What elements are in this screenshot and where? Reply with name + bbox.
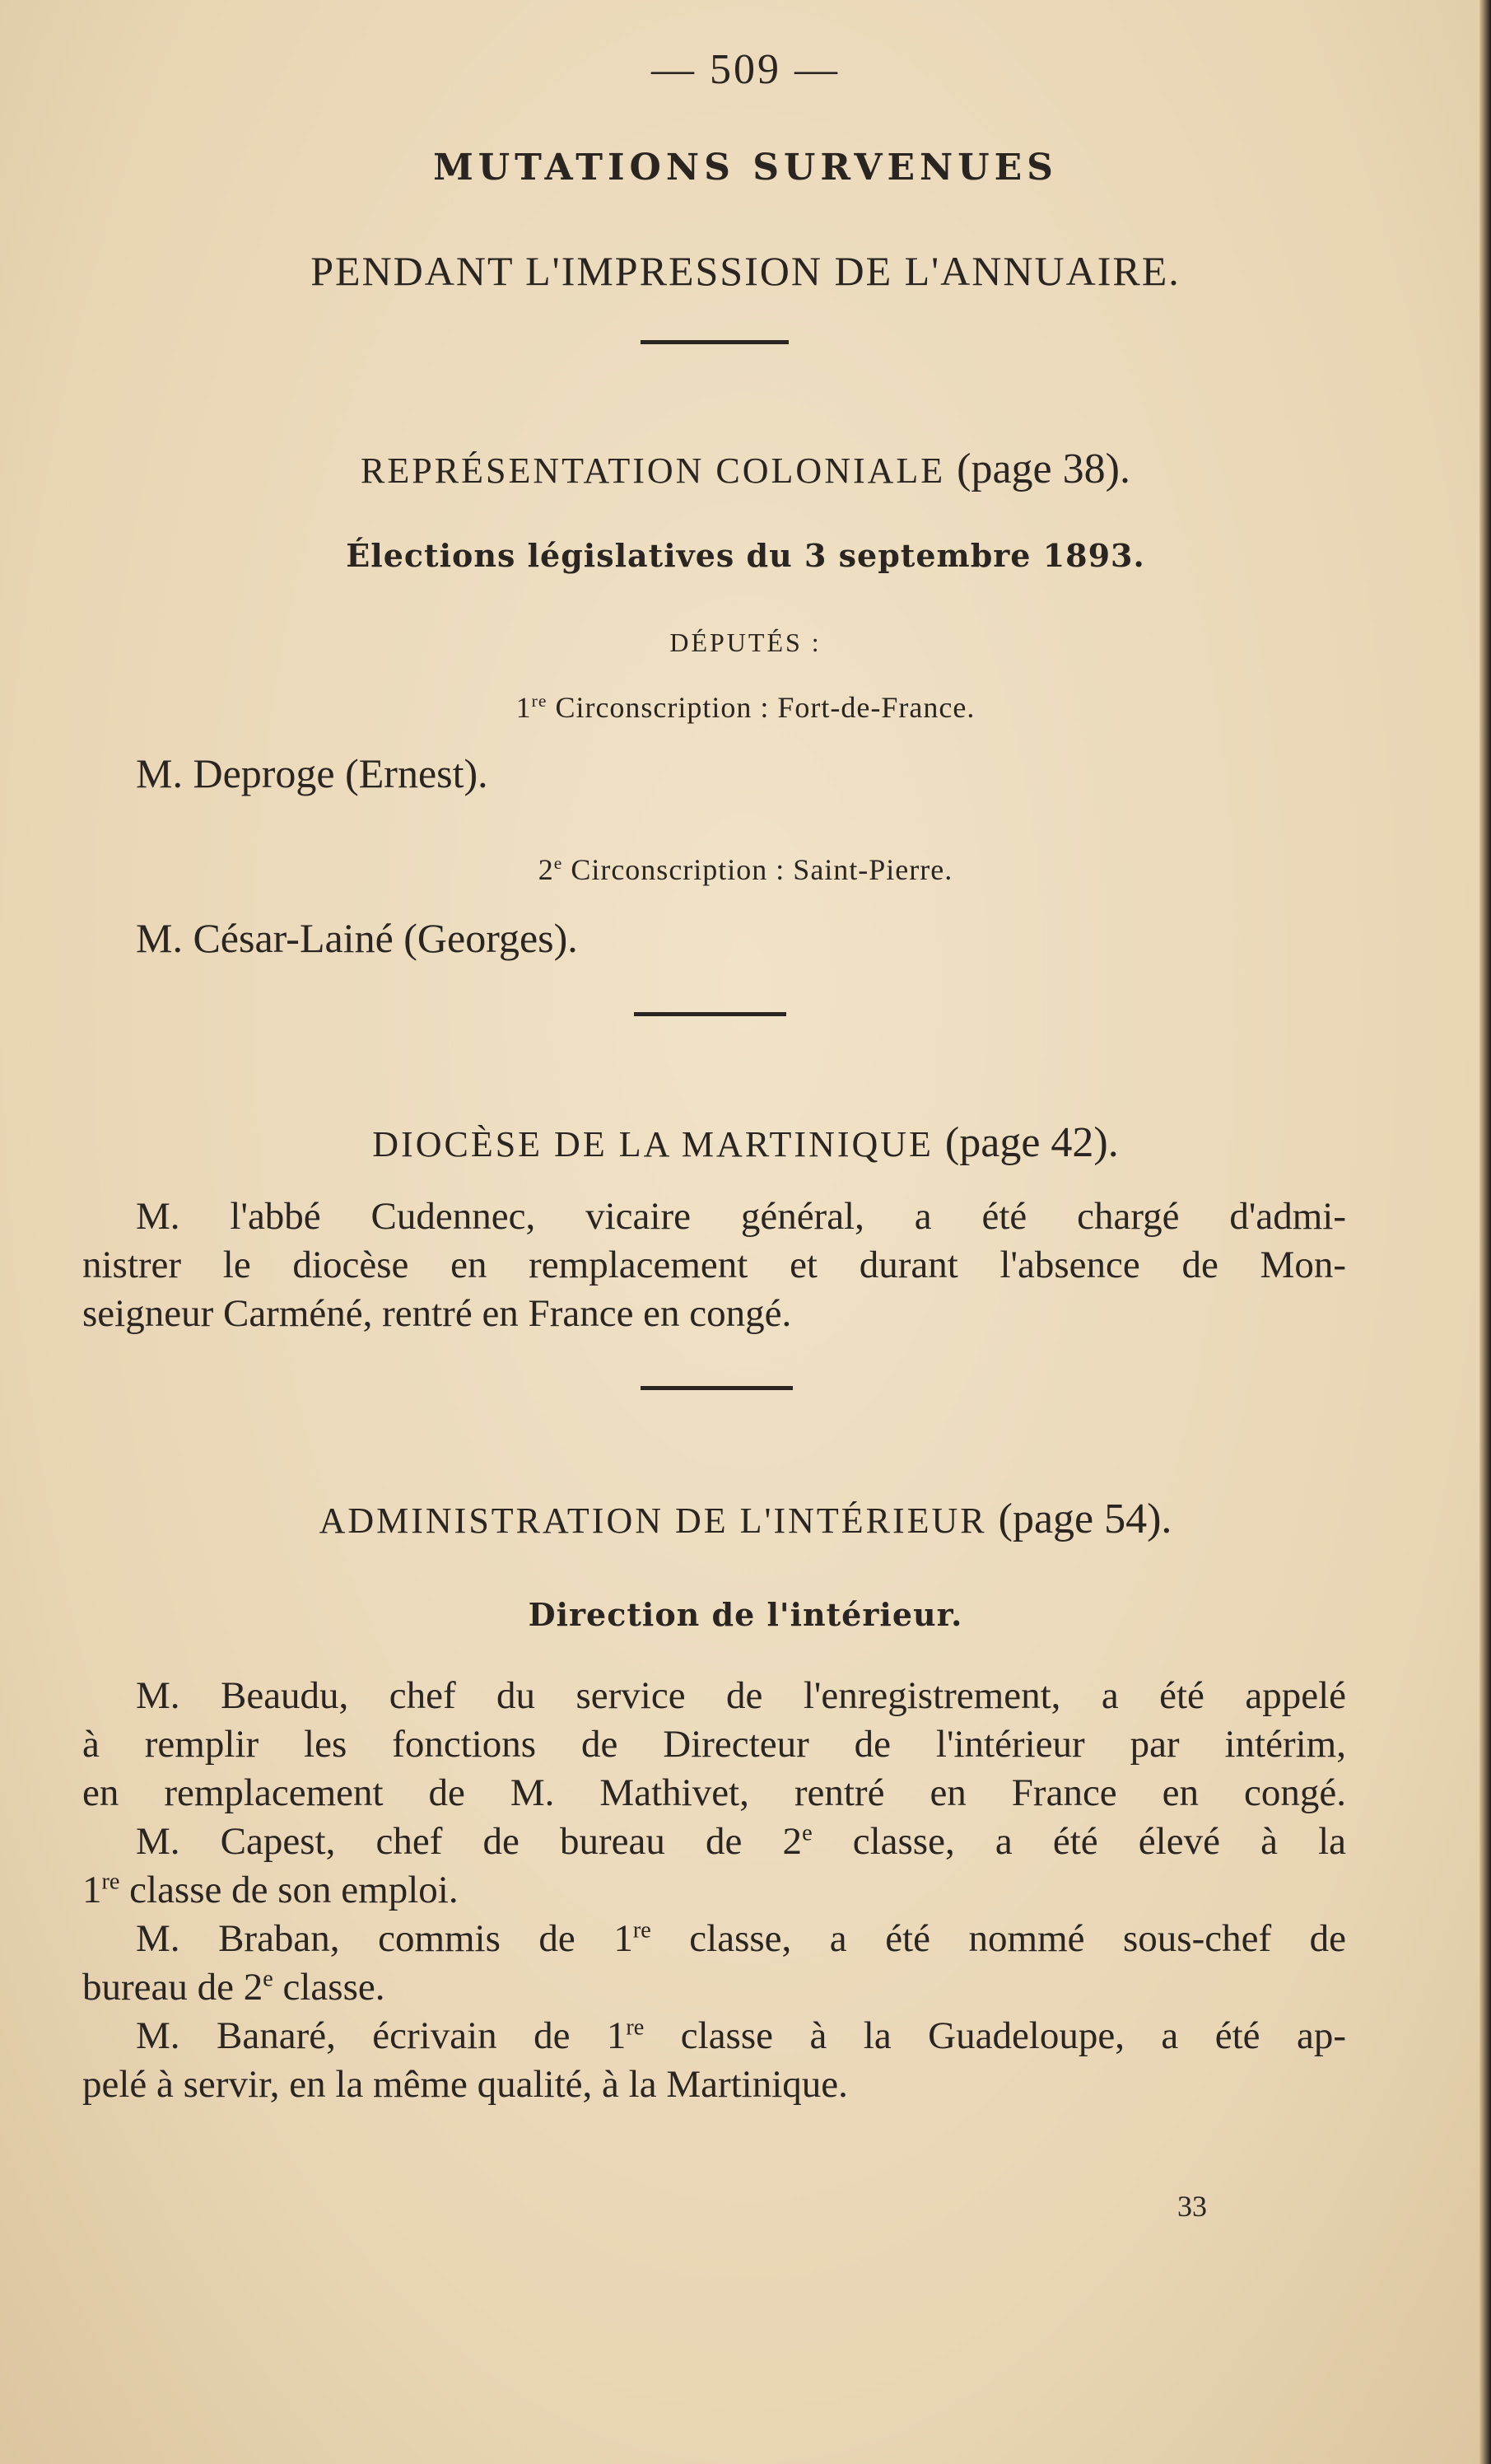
interieur-paragraphs xyxy=(82,1672,1346,2109)
circonscription-1: 1re Circonscription : Fort-de-France. xyxy=(515,691,976,724)
page-reference: (page 42). xyxy=(944,1119,1119,1166)
deputy-2: M. César-Lainé (Georges). xyxy=(136,915,578,961)
circonscription-2: 2e Circonscription : Saint-Pierre. xyxy=(538,853,953,886)
section-heading-text: REPRÉSENTATION COLONIALE xyxy=(361,450,946,491)
page-reference: (page 54). xyxy=(998,1496,1172,1542)
paragraph-line: nistrer le diocèse en remplacement et durant l'absence de Mon- xyxy=(82,1244,1346,1286)
paragraph-line: seigneur Carméné, rentré en France en congé. xyxy=(82,1292,792,1335)
paragraph-line: 1re classe de son emploi. xyxy=(82,1869,459,1911)
paragraph-line: M. Banaré, écrivain de 1re classe à la Guadeloupe, a été ap- xyxy=(136,2014,1346,2057)
deputes-label: DÉPUTÉS : xyxy=(669,628,822,657)
paragraph-line: M. Braban, commis de 1re classe, a été nommé sous-chef de xyxy=(136,1917,1347,1960)
section-heading-diocese xyxy=(0,1118,1491,1167)
page-edge-shadow xyxy=(1479,0,1491,2464)
paragraph-line: pelé à servir, en la même qualité, à la Martinique. xyxy=(82,2063,848,2106)
diocese-paragraph xyxy=(82,1192,1346,1338)
direction-subheading: Direction de l'intérieur. xyxy=(528,1596,963,1633)
paragraph-line: bureau de 2e classe. xyxy=(82,1966,385,2009)
page-number: — 509 — xyxy=(651,46,840,93)
page-subtitle: PENDANT L'IMPRESSION DE L'ANNUAIRE. xyxy=(310,248,1181,294)
paragraph-line: M. l'abbé Cudennec, vicaire général, a été chargé d'admi- xyxy=(136,1195,1346,1238)
signature-mark: 33 xyxy=(1177,2190,1207,2223)
paragraph-line: M. Capest, chef de bureau de 2e classe, a été élevé à la xyxy=(136,1820,1346,1863)
section-heading-representation xyxy=(0,445,1491,493)
paragraph-line: en remplacement de M. Mathivet, rentré en France en congé. xyxy=(82,1771,1346,1814)
deputy-1: M. Deproge (Ernest). xyxy=(136,750,488,796)
paragraph-line: à remplir les fonctions de Directeur de l'intérieur par intérim, xyxy=(82,1723,1346,1766)
section-heading-interieur xyxy=(0,1495,1491,1543)
divider xyxy=(641,1386,793,1390)
paragraph-line: M. Beaudu, chef du service de l'enregistrement, a été appelé xyxy=(136,1674,1346,1717)
divider xyxy=(641,340,789,344)
elections-subheading: Élections législatives du 3 septembre 1893. xyxy=(346,537,1145,574)
page-reference: (page 38). xyxy=(957,446,1130,492)
divider xyxy=(634,1012,786,1016)
section-heading-text: DIOCÈSE DE LA MARTINIQUE xyxy=(372,1124,934,1164)
page-title: MUTATIONS SURVENUES xyxy=(433,147,1058,189)
section-heading-text: ADMINISTRATION DE L'INTÉRIEUR xyxy=(319,1500,987,1541)
